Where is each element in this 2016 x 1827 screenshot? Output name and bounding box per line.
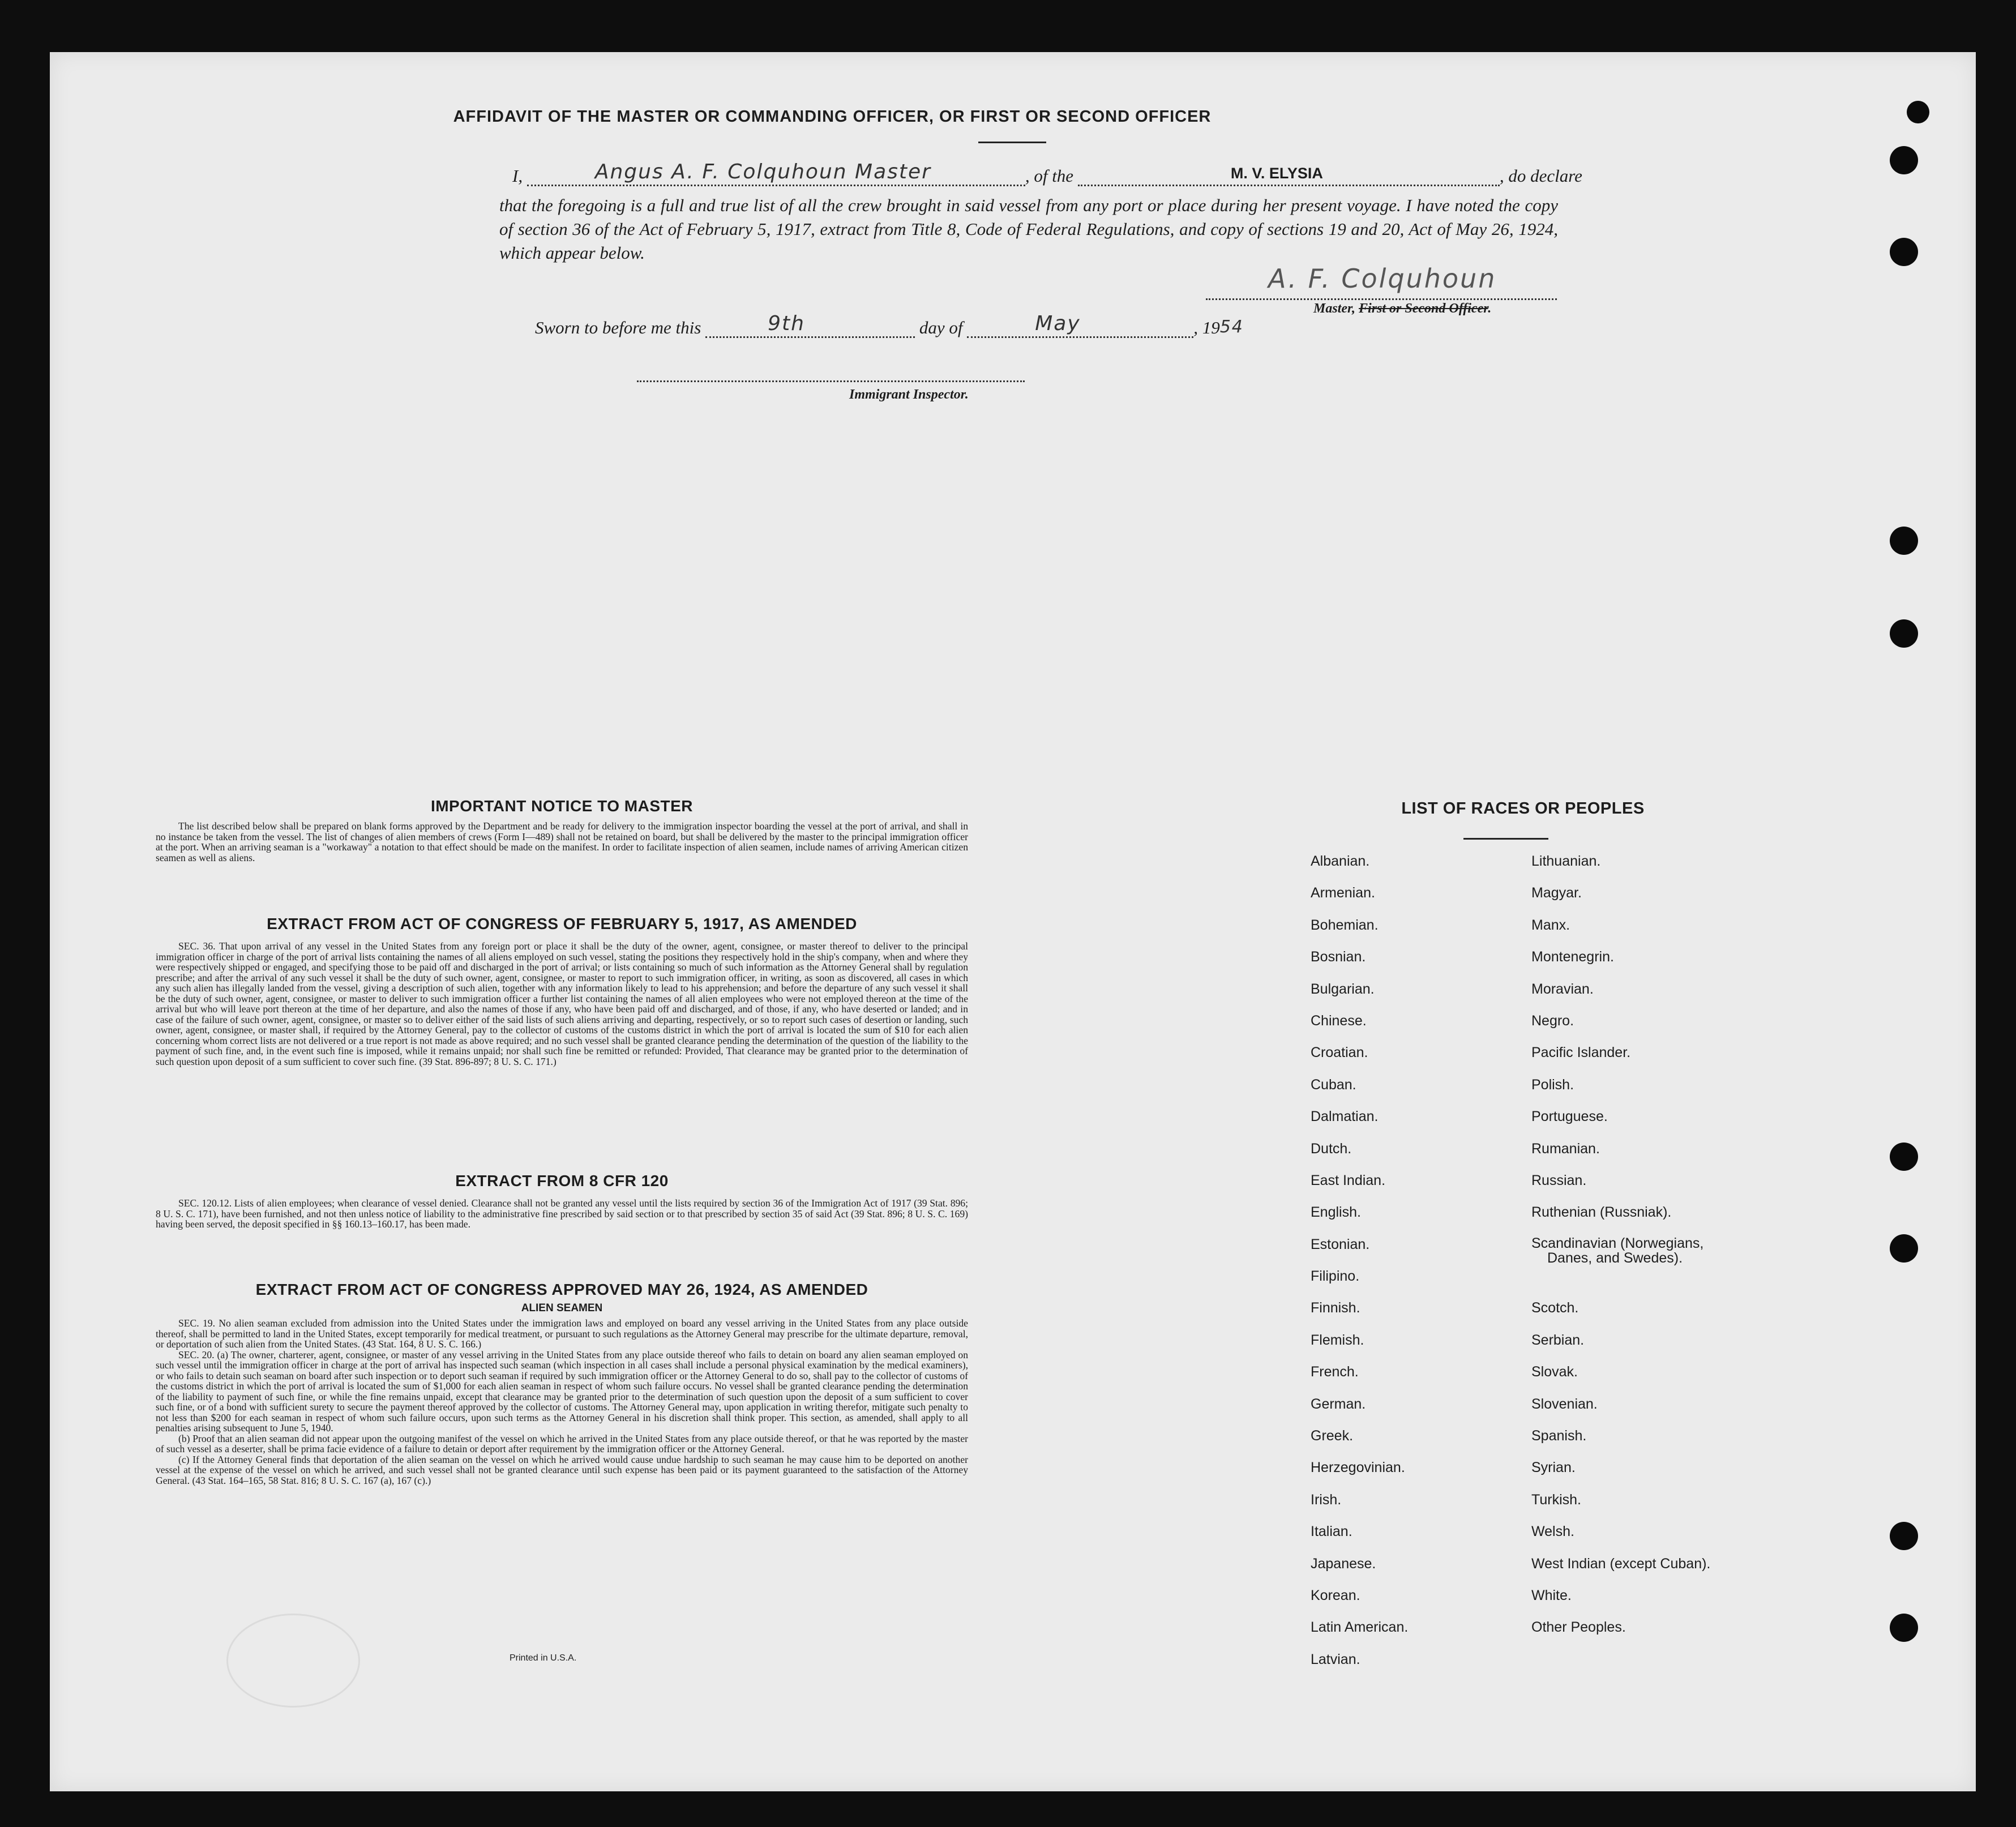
race-item: Welsh. xyxy=(1531,1524,1574,1540)
races-column-1 xyxy=(1311,853,1408,1683)
extract-cfr-title: EXTRACT FROM 8 CFR 120 xyxy=(455,1172,669,1190)
race-item: English. xyxy=(1311,1204,1361,1221)
sworn-line xyxy=(535,312,1244,338)
declaration-line xyxy=(512,160,1582,186)
master-name-field xyxy=(527,160,1025,186)
race-item: Finnish. xyxy=(1311,1300,1360,1316)
race-item: Moravian. xyxy=(1531,981,1594,997)
race-item: West Indian (except Cuban). xyxy=(1531,1555,1711,1572)
race-item: Pacific Islander. xyxy=(1531,1045,1631,1061)
sec20c-body: (c) If the Attorney General finds that deportation of the alien seaman on the vessel on which he arrived would cause undue hardship to such seaman he may cause him to be deported on another vessel at the expense of the vessel on which he arrived, and such vessel shall not be granted clearance until such expense has been paid or its payment guaranteed to the satisfaction of the Attorney General. (43 Stat. 164–165, 58 Stat. 816; 8 U. S. C. 167 (a), 167 (c).) xyxy=(156,1453,968,1486)
sworn-month-field xyxy=(967,312,1193,338)
race-item: German. xyxy=(1311,1396,1366,1412)
race-item: Bulgarian. xyxy=(1311,981,1375,997)
race-item: Montenegrin. xyxy=(1531,949,1614,965)
punch-hole xyxy=(1890,1522,1918,1550)
race-item: Portuguese. xyxy=(1531,1109,1608,1125)
race-item: Scotch. xyxy=(1531,1300,1579,1316)
vessel-name-field xyxy=(1078,165,1500,186)
sworn-year-field xyxy=(1219,317,1244,338)
sworn-day-of: day of xyxy=(919,318,963,337)
races-title-rule xyxy=(1463,838,1548,840)
extract-cfr-body: SEC. 120.12. Lists of alien employees; when clearance of vessel denied. Clearance shall not be granted any vessel until the lists required by section 36 of the Immigration Act of 1917 (39 Stat. 896; 8 U. S. C. 171), have been furnished, and not then unless notice of liability to the administrative fine prescribed by said section or to that prescribed by section 35 of said Act (39 Stat. 896; 8 U. S. C. 169) having been served, the deposit specified in §§ 160.13–160.17, has been made. xyxy=(156,1197,968,1230)
race-item: Ruthenian (Russniak). xyxy=(1531,1204,1672,1221)
race-item: Filipino. xyxy=(1311,1268,1360,1285)
race-item: Dutch. xyxy=(1311,1140,1352,1157)
race-item: Irish. xyxy=(1311,1491,1342,1508)
race-item: Korean. xyxy=(1311,1587,1360,1603)
race-item: Russian. xyxy=(1531,1172,1587,1188)
extract-1917-body: SEC. 36. That upon arrival of any vessel in the United States from any foreign port or place it shall be the duty of the owner, agent, consignee, or master thereof to deliver to the principal immigration officer in charge of the port of arrival lists containing the names of all aliens employed on such vessel, stating the positions they respectively hold in the ship's company, when and where they were respectively shipped or engaged, and specifying those to be paid off and discharged in the port of arrival; or lists containing so much of such information as the Attorney General shall by regulation prescribe; and after the arrival of any such vessel it shall be the duty of such owner, agent, consignee, or master to report to such immigration officer, in writing, as soon as discovered, all cases in which any such alien has illegally landed from the vessel, giving a description of such alien, together with any information likely to lead to his apprehension; and before the departure of any such vessel it shall be the duty of such owner, agent, consignee, or master to deliver to such immigration officer a further list containing the names of all alien employees who were not employed thereon at the time of the arrival but who will leave port thereon at the time of her departure, and also the names of those if any, who have been paid off and discharged, and of those, if any, who have deserted or landed; and in case of the failure of such owner, agent, consignee, or master so to deliver either of the said lists of such aliens arriving and departing, respectively, or so to report such cases of desertion or landing, such owner, agent, consignee, or master shall, if required by the Attorney General, pay to the collector of customs of the customs district in which the port of arrival is located the sum of $10 for each alien concerning whom correct lists are not delivered or a true report is not made as above required; and no such vessel shall be granted clearance pending the determination of the question of the liability to the payment of such fine, and, in the event such fine is imposed, while it remains unpaid; nor shall such fine be remitted or refunded: Provided, That clearance may be granted prior to the determination of such question upon deposit of a sum sufficient to cover such fine. (39 Stat. 896-897; 8 U. S. C. 171.) xyxy=(156,940,968,1067)
inspector-label: Immigrant Inspector. xyxy=(849,387,969,402)
declaration-prefix: I, xyxy=(512,166,523,186)
races-column-2 xyxy=(1531,853,1710,1651)
signature-label: Master, First or Second Officer. xyxy=(1313,301,1492,316)
sworn-year-handwritten: 54 xyxy=(1219,317,1244,337)
race-item: East Indian. xyxy=(1311,1172,1386,1188)
inspector-signature-line xyxy=(637,380,1025,382)
sec20b-body: (b) Proof that an alien seaman did not appear upon the outgoing manifest of the vessel on which he arrived in the United States from any place outside thereof, or that he was reported by the master of such vessel as a deserter, shall be prima facie evidence of a failure to detain or deport after requirement by the immigration officer or the Attorney General. xyxy=(156,1432,968,1454)
race-item: Syrian. xyxy=(1531,1460,1576,1476)
race-item: Bohemian. xyxy=(1311,917,1379,933)
race-item: Bosnian. xyxy=(1311,949,1366,965)
race-item: Croatian. xyxy=(1311,1045,1368,1061)
extract-1924-title: EXTRACT FROM ACT OF CONGRESS APPROVED MAY 26, 1924, AS AMENDED xyxy=(255,1281,868,1298)
extract-cfr-section xyxy=(156,1172,968,1230)
race-item: Magyar. xyxy=(1531,885,1582,901)
race-item: Flemish. xyxy=(1311,1332,1364,1348)
declaration-mid: , of the xyxy=(1025,166,1074,186)
declaration-suffix: , do declare xyxy=(1499,166,1582,186)
race-item: French. xyxy=(1311,1364,1359,1380)
punch-hole xyxy=(1890,1143,1918,1171)
race-item: Latin American. xyxy=(1311,1619,1409,1636)
race-item: Spanish. xyxy=(1531,1428,1587,1444)
race-item: Greek. xyxy=(1311,1428,1354,1444)
punch-hole xyxy=(1890,527,1918,555)
race-item: Negro. xyxy=(1531,1012,1574,1029)
race-item: Slovak. xyxy=(1531,1364,1578,1380)
race-item: Latvian. xyxy=(1311,1651,1360,1667)
faded-stamp xyxy=(226,1614,360,1708)
vessel-name: M. V. ELYSIA xyxy=(1230,165,1323,182)
race-item: Other Peoples. xyxy=(1531,1619,1626,1636)
punch-hole xyxy=(1890,1614,1918,1642)
affidavit-title: AFFIDAVIT OF THE MASTER OR COMMANDING OFFICER, OR FIRST OR SECOND OFFICER xyxy=(453,108,1212,126)
sworn-year-prefix: , 19 xyxy=(1193,318,1220,337)
race-item: Lithuanian. xyxy=(1531,853,1601,869)
race-item: Rumanian. xyxy=(1531,1140,1600,1157)
sec19-body: SEC. 19. No alien seaman excluded from admission into the United States under the immigration laws and employed on board any vessel arriving in the United States from any place outside thereof, shall be permitted to land in the United States, except temporarily for medical treatment, or pursuant to such regulations as the Attorney General may prescribe for the ultimate departure, removal, or deportation of such alien from the United States. (43 Stat. 164, 8 U. S. C. 166.) xyxy=(156,1317,968,1350)
alien-seamen-subtitle: ALIEN SEAMEN xyxy=(521,1302,603,1314)
race-item: Armenian. xyxy=(1311,885,1375,901)
title-rule xyxy=(978,142,1046,143)
sworn-day-field xyxy=(705,312,915,338)
sec20a-body: SEC. 20. (a) The owner, charterer, agent, consignee, or master of any vessel arriving in the United States from any place outside thereof who fails to detain on board any alien seaman employed on such vessel until the immigration officer in charge at the port of arrival has inspected such seaman (which inspection in all cases shall include a personal physical examination by the medical examiners), or who fails to detain such seaman on board after such inspection or to deport such seaman if required by such immigration officer or the Attorney General to do so, shall pay to the collector of customs of the customs district in which the port of arrival is located the sum of $1,000 for each alien seaman in respect of whom such failure occurs. No vessel shall be granted clearance pending the determination of the liability to payment of such fine, or while the fine remains unpaid, except that clearance may be granted prior to the determination of such question upon the deposit of a sum sufficient to cover such fine, or of a bond with sufficient surety to secure the payment thereof approved by the collector of customs. The Attorney General may, upon application in writing therefor, mitigate such penalty to not less than $200 for each seaman in respect of whom such failure occurs, upon such terms as the Attorney General in his discretion shall think proper. This section, as amended, shall apply to all penalties arising subsequent to June 5, 1940. xyxy=(156,1349,968,1434)
punch-hole xyxy=(1890,619,1918,648)
signature-handwritten: A. F. Colquhoun xyxy=(1268,263,1497,294)
races-title: LIST OF RACES OR PEOPLES xyxy=(1401,799,1645,818)
sworn-day-handwritten: 9th xyxy=(768,312,805,335)
extract-1917-section xyxy=(156,915,968,1067)
race-item: Dalmatian. xyxy=(1311,1109,1379,1125)
extract-1917-title: EXTRACT FROM ACT OF CONGRESS OF FEBRUARY 5, 1917, AS AMENDED xyxy=(267,915,857,932)
race-item: Serbian. xyxy=(1531,1332,1585,1348)
notice-title: IMPORTANT NOTICE TO MASTER xyxy=(430,797,694,815)
sworn-month-handwritten: May xyxy=(1035,312,1081,335)
race-item: Albanian. xyxy=(1311,853,1370,869)
race-item: Manx. xyxy=(1531,917,1570,933)
race-item: Italian. xyxy=(1311,1524,1352,1540)
struck-officer-text: First or Second Officer xyxy=(1359,301,1488,316)
race-item-scandinavian: Scandinavian (Norwegians, Danes, and Swedes). xyxy=(1531,1235,1704,1266)
master-name-handwritten: Angus A. F. Colquhoun Master xyxy=(594,160,931,183)
race-item: Herzegovinian. xyxy=(1311,1460,1405,1476)
race-item: White. xyxy=(1531,1588,1572,1603)
race-item: Slovenian. xyxy=(1531,1396,1598,1412)
notice-section xyxy=(156,797,968,863)
punch-hole xyxy=(1890,238,1918,266)
sworn-prefix: Sworn to before me this xyxy=(535,318,701,337)
race-item: Turkish. xyxy=(1531,1491,1581,1508)
extract-1924-section xyxy=(156,1281,968,1486)
signature-line xyxy=(1206,298,1557,300)
notice-body: The list described below shall be prepared on blank forms approved by the Department and be ready for delivery to the immigration inspector boarding the vessel at the port of arrival, and shall in no instance be taken from the vessel. The list of changes of alien members of crews (Form I—489) shall not be retained on board, but shall be delivered by the master to the principal immigration officer at the port. When an arriving seaman is a "workaway" a notation to that effect should be made on the manifest. In order to facilitate inspection of alien seamen, include names of arriving American citizen seamen as well as aliens. xyxy=(156,820,968,863)
punch-hole xyxy=(1907,101,1929,123)
race-item: Chinese. xyxy=(1311,1012,1367,1029)
punch-hole xyxy=(1890,1234,1918,1263)
printed-in-usa: Printed in U.S.A. xyxy=(510,1653,577,1663)
race-item: Japanese. xyxy=(1311,1555,1376,1572)
race-item: Estonian. xyxy=(1311,1236,1370,1252)
race-item: Polish. xyxy=(1531,1076,1574,1093)
affidavit-body: that the foregoing is a full and true list of all the crew brought in said vessel from any port or place during her present voyage. I have noted the copy of section 36 of the Act of February 5, 1917, extract from Title 8, Code of Federal Regulations, and copy of sections 19 and 20, Act of May 26, 1924, which appear below. xyxy=(499,195,1558,263)
punch-hole xyxy=(1890,146,1918,174)
race-item: Cuban. xyxy=(1311,1076,1356,1093)
